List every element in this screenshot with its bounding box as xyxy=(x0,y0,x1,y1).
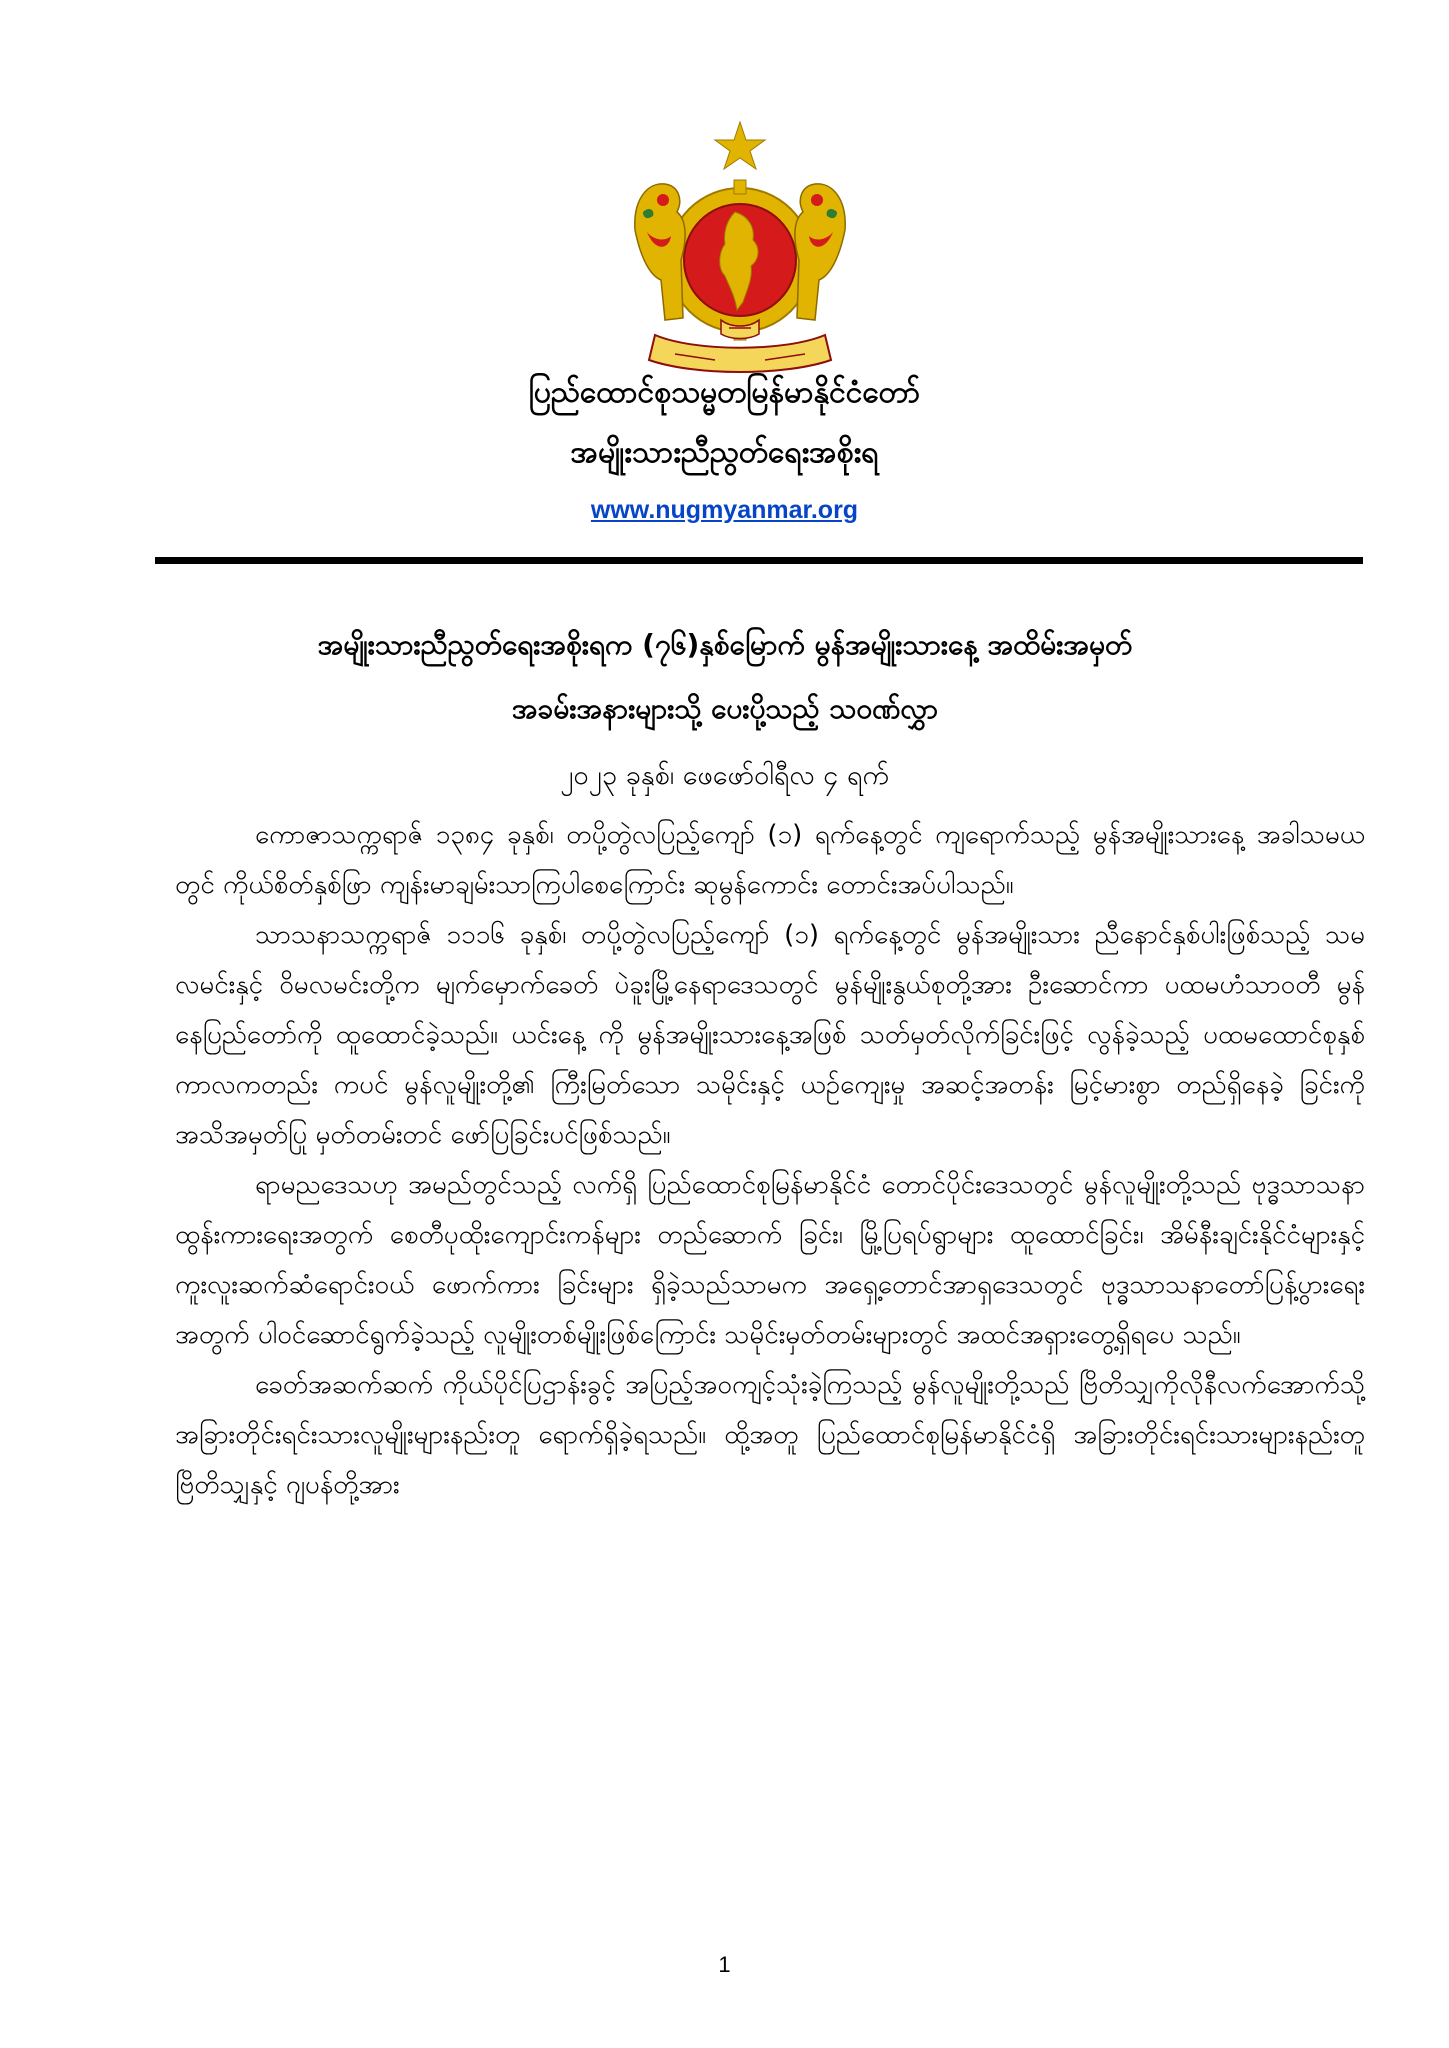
website-link-wrapper xyxy=(0,496,1449,525)
body-paragraph: ရာမညဒေသဟု အမည်တွင်သည့် လက်ရှိ ပြည်ထောင်စုမြန်မာနိုင်ငံ တောင်ပိုင်းဒေသတွင် မွန်လူမျိုးတို့သည် ဗုဒ္ဓသာသနာ ထွန်းကားရေးအတွက် စေတီပုထိုးကျောင်းကန်များ တည်ဆောက် ခြင်း၊ မြို့ပြရပ်ရွာများ ထူထောင်ခြင်း၊ အိမ်နီးချင်းနိုင်ငံများနှင့် ကူးလူးဆက်ဆံရောင်းဝယ် ဖောက်ကား ခြင်းများ ရှိခဲ့သည်သာမက အရှေ့တောင်အာရှဒေသတွင် ဗုဒ္ဓသာသနာတော်ပြန့်ပွားရေး အတွက် ပါဝင်ဆောင်ရွက်ခဲ့သည့် လူမျိုးတစ်မျိုးဖြစ်ကြောင်း သမိုင်းမှတ်တမ်းများတွင် အထင်အရှားတွေ့ရှိရပေ သည်။ xyxy=(175,1170,1365,1350)
header-divider xyxy=(155,557,1363,564)
body-paragraph: သာသနာသက္ကရာဇ် ၁၁၁၆ ခုနှစ်၊ တပို့တွဲလပြည့်ကျော် (၁) ရက်နေ့တွင် မွန်အမျိုးသား ညီနောင်နှစ်ပါးဖြစ်သည့် သမလမင်းနှင့် ဝိမလမင်းတို့က မျက်မှောက်ခေတ် ပဲခူးမြို့နေရာဒေသတွင် မွန်မျိုးနွယ်စုတို့အား ဦးဆောင်ကာ ပထမဟံသာဝတီ မွန်နေပြည်တော်ကို ထူထောင်ခဲ့သည်။ ယင်းနေ့ ကို မွန်အမျိုးသားနေ့အဖြစ် သတ်မှတ်လိုက်ခြင်းဖြင့် လွန်ခဲ့သည့် ပထမထောင်စုနှစ် ကာလကတည်း ကပင် မွန်လူမျိုးတို့၏ ကြီးမြတ်သော သမိုင်းနှင့် ယဉ်ကျေးမှု အဆင့်အတန်း မြင့်မားစွာ တည်ရှိနေခဲ့ ခြင်းကို အသိအမှတ်ပြု မှတ်တမ်းတင် ဖော်ပြခြင်းပင်ဖြစ်သည်။ xyxy=(175,920,1365,1150)
government-body-name: အမျိုးသားညီညွတ်ရေးအစိုးရ xyxy=(570,435,879,470)
statement-title-line-1: အမျိုးသားညီညွတ်ရေးအစိုးရက (၇၆)နှစ်မြောက် မွန်အမျိုးသားနေ့ အထိမ်းအမှတ် xyxy=(317,628,1133,661)
state-seal-icon xyxy=(625,120,855,380)
statement-title-line-2: အခမ်းအနားများသို့ ပေးပို့သည့် သဝဏ်လွှာ xyxy=(511,692,939,725)
government-name: ပြည်ထောင်စုသမ္မတမြန်မာနိုင်ငံတော် xyxy=(528,375,921,410)
body-paragraph: ကောဇာသက္ကရာဇ် ၁၃၈၄ ခုနှစ်၊ တပို့တွဲလပြည့်ကျော် (၁) ရက်နေ့တွင် ကျရောက်သည့် မွန်အမျိုးသားနေ့ အခါသမယတွင် ကိုယ်စိတ်နှစ်ဖြာ ကျန်းမာချမ်းသာကြပါစေကြောင်း ဆုမွန်ကောင်း တောင်းအပ်ပါသည်။ xyxy=(175,820,1365,900)
statement-date: ၂၀၂၃ ခုနှစ်၊ ဖေဖော်ဝါရီလ ၄ ရက် xyxy=(560,760,889,791)
page-number: 1 xyxy=(718,1952,731,1977)
statement-body xyxy=(175,810,1365,1510)
website-link[interactable]: www.nugmyanmar.org xyxy=(590,496,859,524)
body-paragraph: ခေတ်အဆက်ဆက် ကိုယ်ပိုင်ပြဌာန်းခွင့် အပြည့်အဝကျင့်သုံးခဲ့ကြသည့် မွန်လူမျိုးတို့သည် ဗြိတိသျှကိုလိုနီလက်အောက်သို့ အခြားတိုင်းရင်းသားလူမျိုးများနည်းတူ ရောက်ရှိခဲ့ရသည်။ ထို့အတူ ပြည်ထောင်စုမြန်မာနိုင်ငံရှိ အခြားတိုင်းရင်းသားများနည်းတူ ဗြိတိသျှနှင့် ဂျပန်တို့အား xyxy=(175,1370,1365,1500)
